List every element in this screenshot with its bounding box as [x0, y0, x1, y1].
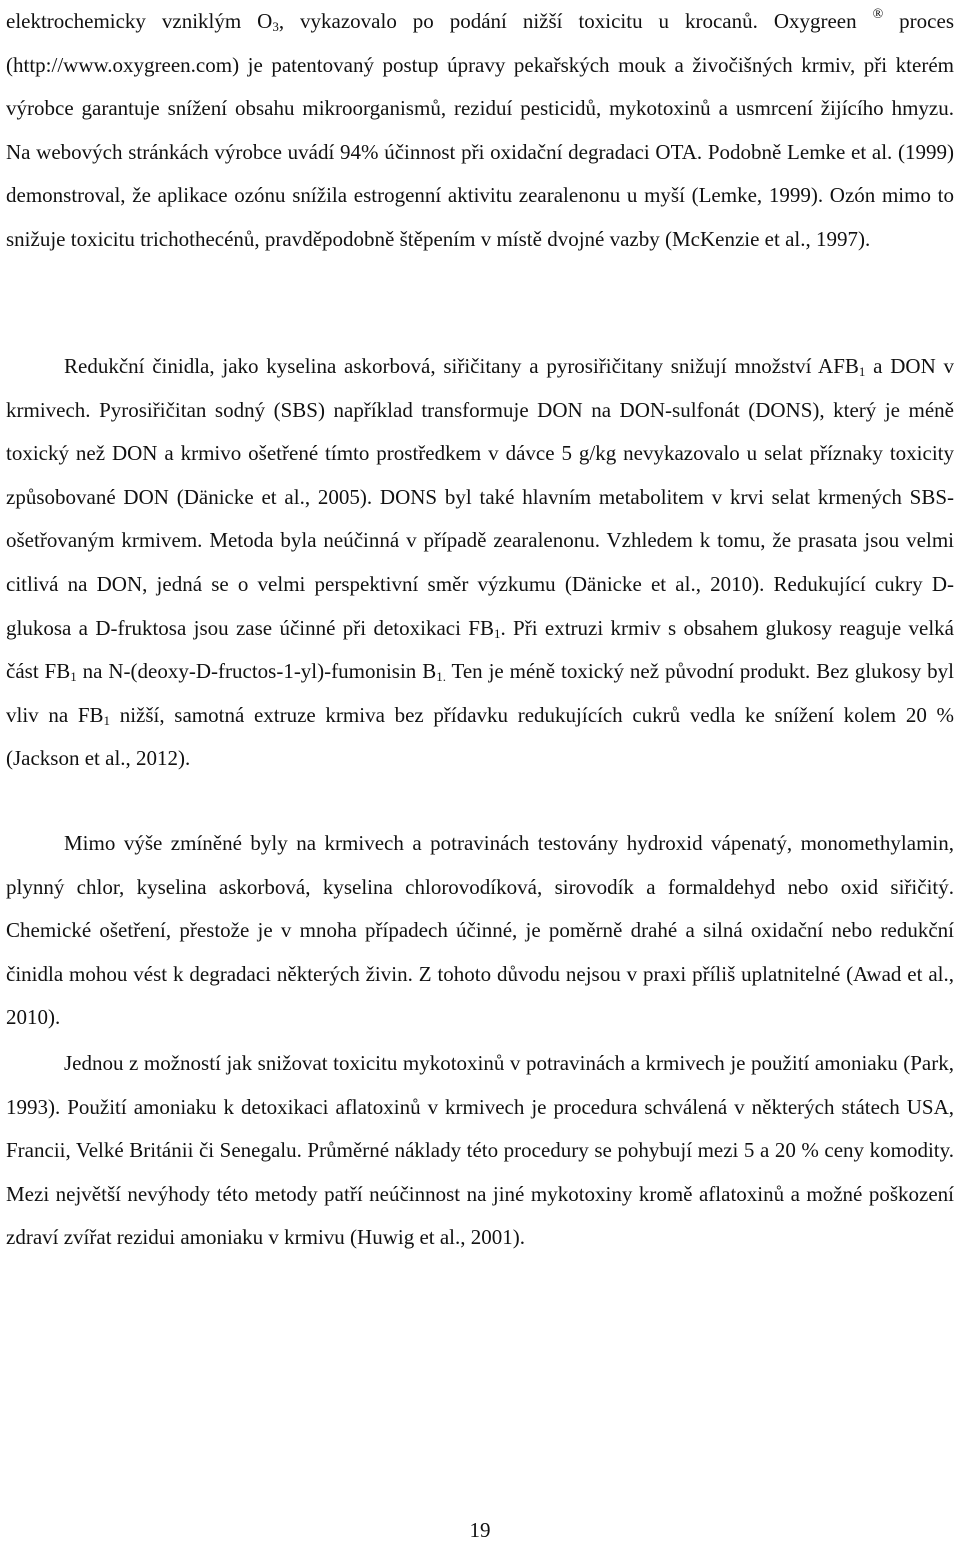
subscript: 3	[272, 19, 279, 34]
text-run: elektrochemicky vzniklým O	[6, 9, 273, 33]
subscript: 1.	[436, 669, 446, 685]
page-number: 19	[469, 1518, 491, 1542]
text-run: na N-(deoxy-D-fructos-1-yl)-fumonisin B	[76, 659, 437, 684]
registered-mark: ®	[872, 7, 884, 22]
text-run: Redukční činidla, jako kyselina askorbová, siřičitany a pyrosiřičitany snižují množství AFB	[64, 354, 859, 378]
text-run: a DON v krmivech. Pyrosiřičitan sodný (SBS) například transformuje DON na DON-sulfonát (DONS), který je méně toxický než DON a krmivo ošetřené tímto prostředkem v dávce 5 g/kg nevykazovalo u selat příznaky toxicity způsobované DON (Dänicke et al., 2005). DONS byl také hlavním metabolitem v krvi selat krmených SBS-ošetřovaným krmivem. Metoda byla neúčinná v případě zearalenonu. Vzhledem k tomu, že prasata jsou velmi citlivá na DON, jedná se o velmi perspektivní směr výzkumu (Dänicke et al., 2010). Redukující cukry D-glukosa a D-fruktosa jsou zase účinné při detoxikaci FB	[6, 354, 954, 640]
subscript: 1	[70, 669, 77, 685]
text-run: nižší, samotná extruze krmiva bez přídavku redukujících cukrů vedla ke snížení kolem 20 % (Jackson et al., 2012).	[6, 702, 954, 771]
text-run: proces (http://www.oxygreen.com) je patentovaný postup úpravy pekařských mouk a živočišných krmiv, při kterém výrobce garantuje snížení obsahu mikroorganismů, reziduí pesticidů, mykotoxinů a usmrcení žijícího hmyzu. Na webových stránkách výrobce uvádí 94% účinnost při oxidační degradaci OTA. Podobně Lemke et al. (1999) demonstroval, že aplikace ozónu snížila estrogenní aktivitu zearalenonu u myší (Lemke, 1999). Ozón mimo to snižuje toxicitu trichothecénů, pravděpodobně štěpením v místě dvojné vazby (McKenzie et al., 1997).	[6, 9, 954, 251]
subscript: 1	[103, 712, 111, 728]
paragraph-ozone	[6, 0, 954, 262]
text-run: Ten je méně toxický než původní produkt. Bez glukosy byl vliv na FB	[6, 659, 954, 727]
paragraph-reducing-agents	[6, 345, 954, 781]
subscript: 1	[493, 625, 501, 641]
paragraph-other-chemicals	[6, 822, 954, 1040]
text-run: , vykazovalo po podání nižší toxicitu u krocanů. Oxygreen	[278, 9, 873, 33]
text-run: Jednou z možností jak snižovat toxicitu mykotoxinů v potravinách a krmivech je použití amoniaku (Park, 1993). Použití amoniaku k detoxikaci aflatoxinů v krmivech je procedura schválená v některých státech USA, Francii, Velké Británii či Senegalu. Průměrné náklady této procedury se pohybují mezi 5 a 20 % ceny komodity. Mezi největší nevýhody této metody patří neúčinnost na jiné mykotoxiny kromě aflatoxinů a možné poškození zdraví zvířat rezidui amoniaku v krmivu (Huwig et al., 2001).	[6, 1051, 954, 1250]
text-run: Mimo výše zmíněné byly na krmivech a potravinách testovány hydroxid vápenatý, monomethylamin, plynný chlor, kyselina askorbová, kyselina chlorovodíková, sirovodík a formaldehyd nebo oxid siřičitý. Chemické ošetření, přestože je v mnoha případech účinné, je poměrně drahé a silná oxidační nebo redukční činidla mohou vést k degradaci některých živin. Z tohoto důvodu nejsou v praxi příliš uplatnitelné (Awad et al., 2010).	[6, 831, 954, 1030]
subscript: 1	[858, 364, 866, 379]
text-run: . Při extruzi krmiv s obsahem glukosy reaguje velká část FB	[6, 615, 954, 684]
paragraph-ammonia	[6, 1042, 954, 1260]
